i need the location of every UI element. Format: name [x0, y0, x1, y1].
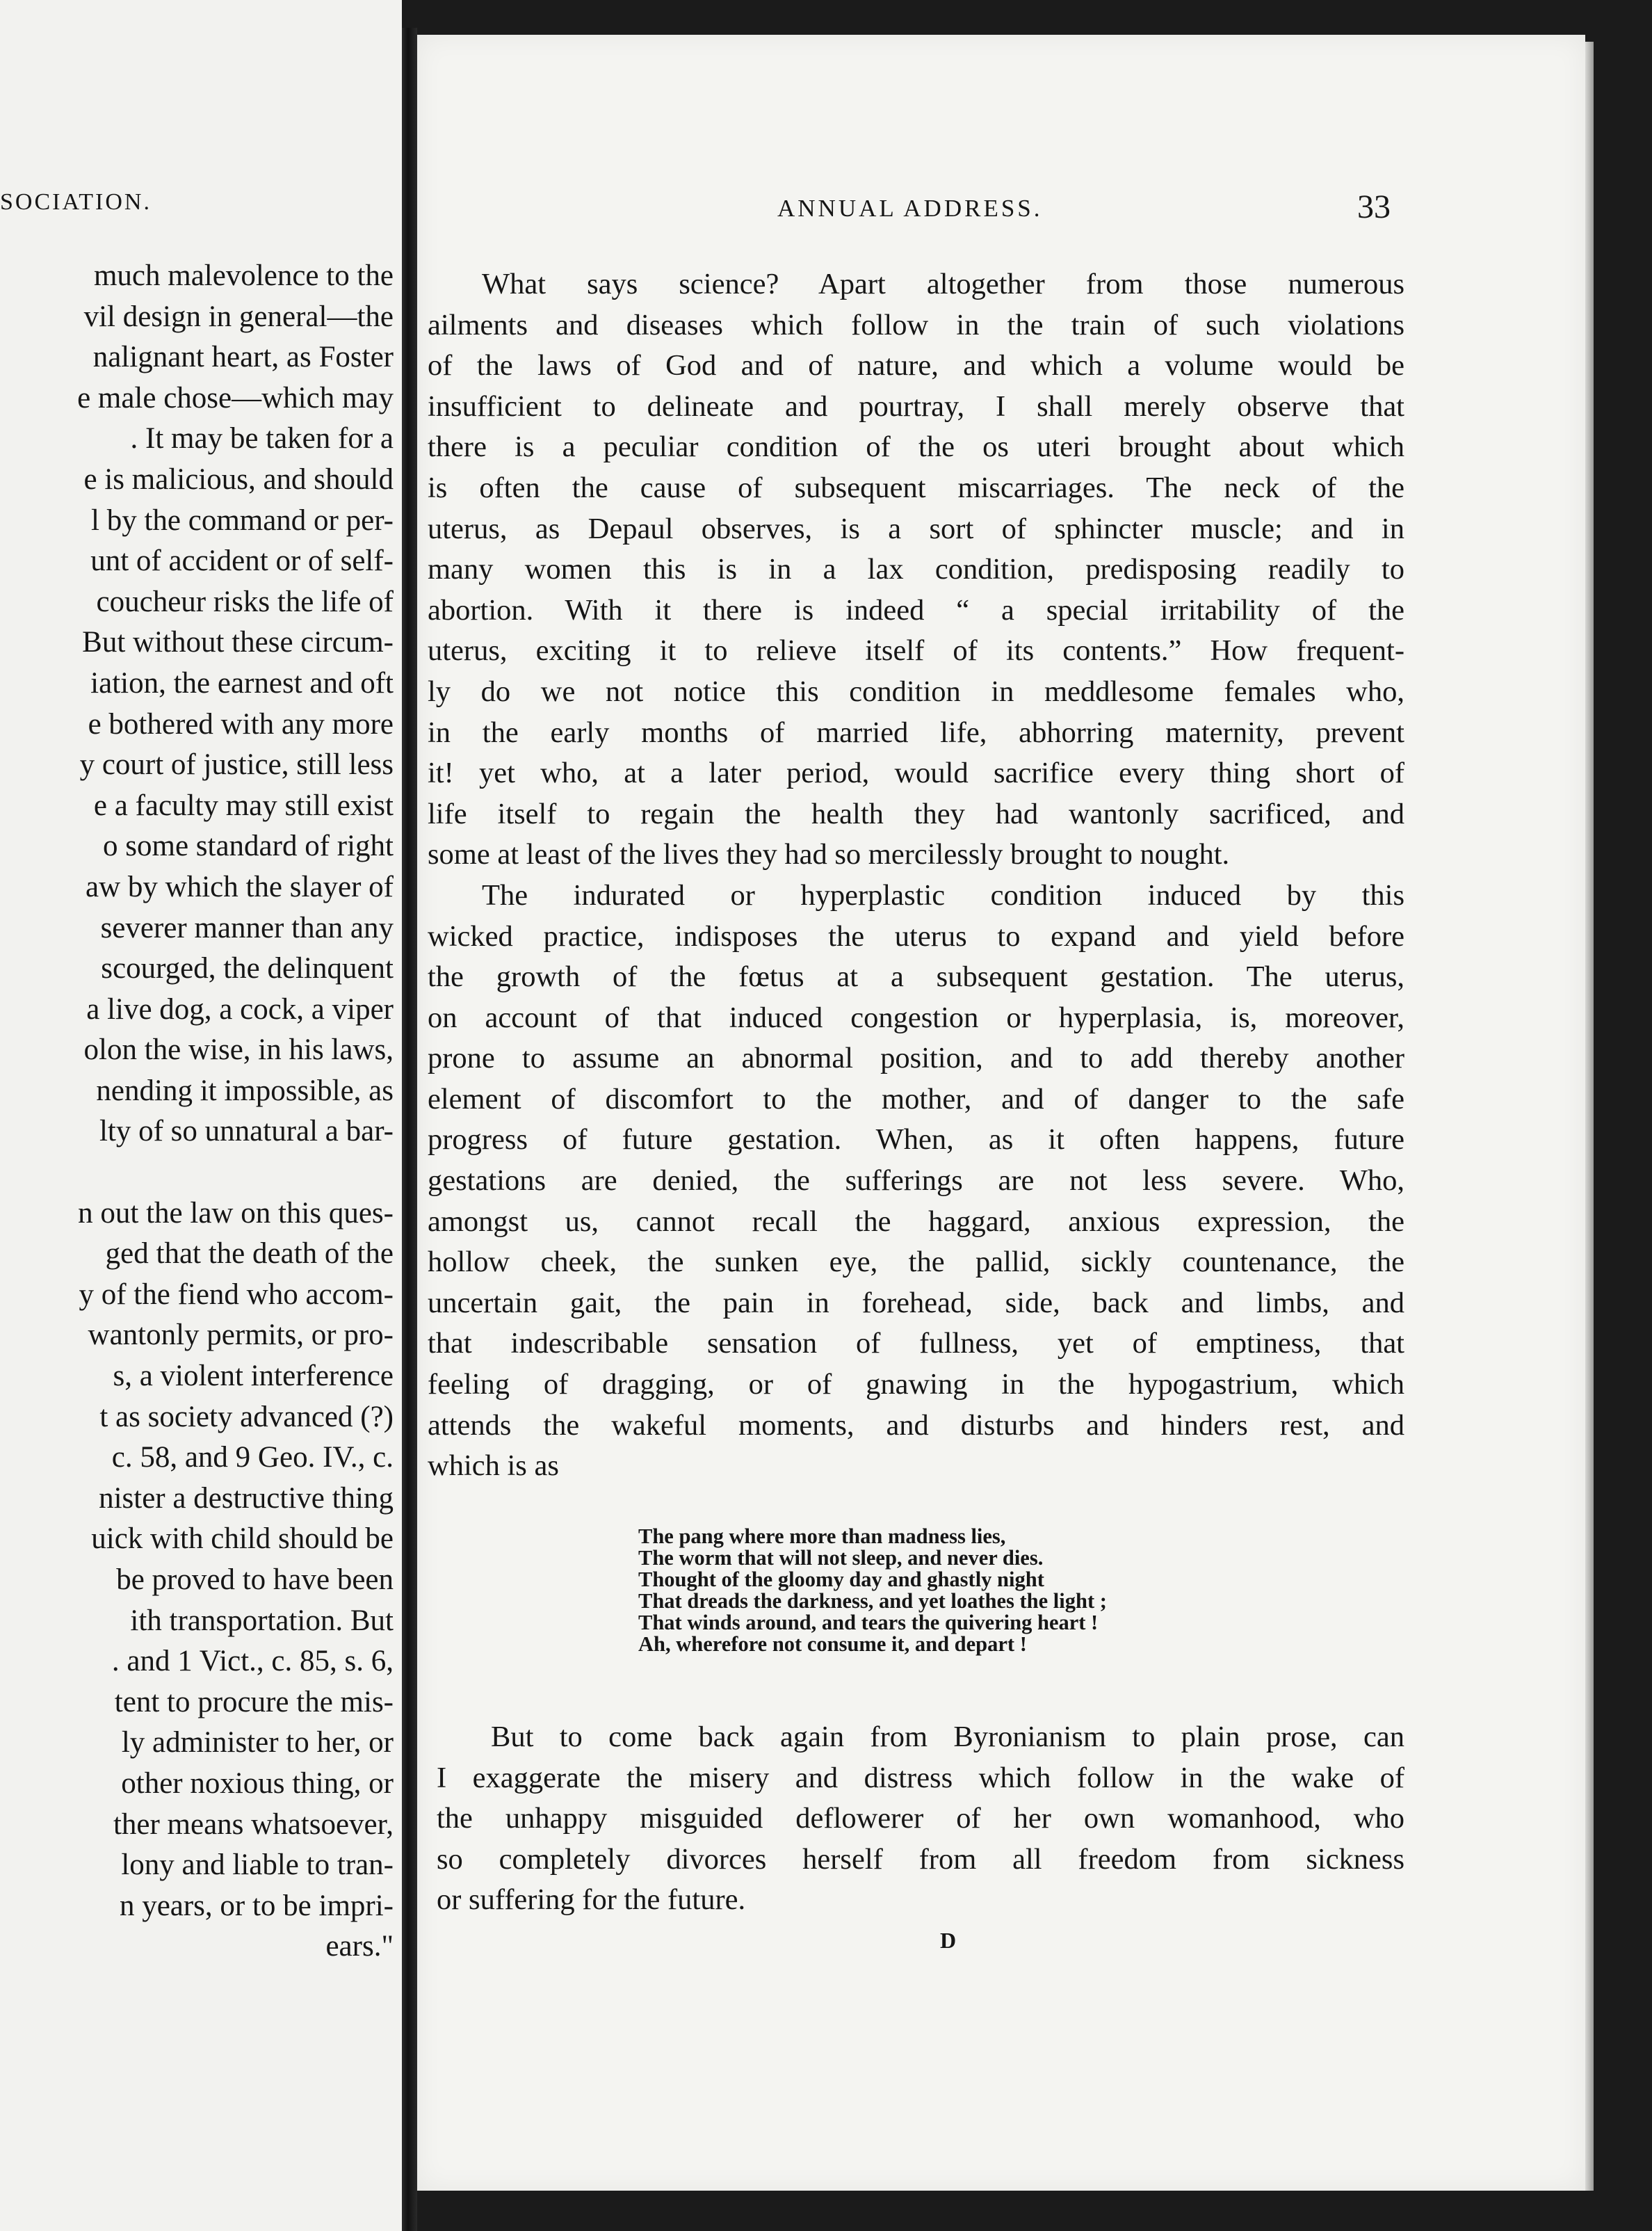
- verse-line: The pang where more than madness lies,: [638, 1524, 1006, 1548]
- paragraph-line: I exaggerate the misery and distress which follow in the wake of: [437, 1761, 1404, 1794]
- paragraph-line: progress of future gestation. When, as it often happens, future: [428, 1123, 1404, 1157]
- paragraph-line: uterus, exciting it to relieve itself of its contents.” How frequent-: [428, 634, 1404, 668]
- left-text-line: e male chose—which may: [77, 381, 394, 414]
- left-text-line: vil design in general—the: [83, 300, 394, 333]
- left-text-line: lty of so unnatural a bar-: [99, 1115, 394, 1148]
- paragraph-line: life itself to regain the health they had wantonly sacrificed, and: [428, 797, 1404, 830]
- page-number: 33: [1357, 188, 1391, 225]
- left-text-line: nister a destructive thing: [99, 1481, 394, 1515]
- left-running-head: SOCIATION.: [0, 189, 152, 215]
- left-text-line: [0, 1152, 394, 1193]
- left-text-line: . It may be taken for a: [130, 422, 394, 456]
- paragraph-line: is often the cause of subsequent miscarriages. The neck of the: [428, 471, 1404, 504]
- page-edge: [1585, 42, 1594, 2191]
- left-text-line: o some standard of right: [103, 830, 394, 863]
- left-text-line: be proved to have been: [116, 1563, 394, 1596]
- paragraph-line: element of discomfort to the mother, and of danger to the safe: [428, 1082, 1404, 1116]
- left-text-line: lony and liable to tran-: [121, 1849, 394, 1882]
- paragraph-line: hollow cheek, the sunken eye, the pallid, sickly countenance, the: [428, 1246, 1404, 1279]
- paragraph-line: there is a peculiar condition of the os uteri brought about which: [428, 430, 1404, 464]
- paragraph-line: the growth of the fœtus at a subsequent gestation. The uterus,: [428, 960, 1404, 994]
- paragraph-line: ly do we not notice this condition in meddlesome females who,: [428, 675, 1404, 708]
- left-text-line: y of the fiend who accom-: [79, 1278, 394, 1311]
- verse-line: That winds around, and tears the quivering heart !: [638, 1611, 1099, 1634]
- left-text-line: nalignant heart, as Foster: [92, 341, 394, 374]
- left-text-line: much malevolence to the: [93, 259, 394, 292]
- left-text-line: y court of justice, still less: [79, 748, 394, 782]
- paragraph-line: abortion. With it there is indeed “ a special irritability of the: [428, 593, 1404, 627]
- paragraph-line: on account of that induced congestion or hyperplasia, is, moreover,: [428, 1001, 1404, 1034]
- paragraph-line: uterus, as Depaul observes, is a sort of sphincter muscle; and in: [428, 512, 1404, 545]
- left-text-line: ears.": [325, 1930, 394, 1963]
- left-text-line: scourged, the delinquent: [101, 952, 394, 985]
- body-text: [428, 264, 1404, 1487]
- left-text-line: l by the command or per-: [91, 504, 394, 537]
- verse-line: The worm that will not sleep, and never dies.: [638, 1546, 1044, 1570]
- left-text-line: e is malicious, and should: [83, 462, 394, 496]
- paragraph-line: of the laws of God and of nature, and which a volume would be: [428, 349, 1404, 382]
- paragraph-line: gestations are denied, the sufferings are not less severe. Who,: [428, 1164, 1404, 1198]
- verse-quote: [638, 1526, 1334, 1655]
- left-text-line: nending it impossible, as: [96, 1074, 394, 1107]
- left-text-line: ged that the death of the: [105, 1237, 394, 1271]
- signature-mark: D: [940, 1928, 957, 1953]
- closing-paragraph: [437, 1717, 1404, 1921]
- left-text-line: aw by which the slayer of: [86, 870, 394, 903]
- left-text-line: s, a violent interference: [113, 1360, 394, 1393]
- paragraph-line: in the early months of married life, abhorring maternity, prevent: [428, 716, 1404, 749]
- paragraph-line: prone to assume an abnormal position, and to add thereby another: [428, 1042, 1404, 1075]
- paragraph-line: which is as: [428, 1449, 559, 1483]
- paragraph-line: it! yet who, at a later period, would sacrifice every thing short of: [428, 757, 1404, 790]
- left-text-line: tent to procure the mis-: [114, 1685, 394, 1718]
- paragraph-line: insufficient to delineate and pourtray, I shall merely observe that: [428, 389, 1404, 423]
- paragraph-line: that indescribable sensation of fullness, yet of emptiness, that: [428, 1327, 1404, 1360]
- paragraph-line: so completely divorces herself from all freedom from sickness: [437, 1842, 1404, 1876]
- paragraph-line: The indurated or hyperplastic condition induced by this: [482, 878, 1404, 912]
- book-gutter: [402, 28, 417, 2231]
- left-text-line: t as society advanced (?): [99, 1400, 394, 1433]
- paragraph-line: some at least of the lives they had so mercilessly brought to nought.: [428, 838, 1230, 871]
- paragraph-line: ailments and diseases which follow in the train of such violations: [428, 308, 1404, 341]
- verse-line: That dreads the darkness, and yet loathes the light ;: [638, 1589, 1107, 1613]
- verse-line: Ah, wherefore not consume it, and depart !: [638, 1632, 1027, 1656]
- paragraph-line: attends the wakeful moments, and disturbs and hinders rest, and: [428, 1408, 1404, 1442]
- left-text-line: severer manner than any: [100, 911, 394, 944]
- left-text-line: . and 1 Vict., c. 85, s. 6,: [111, 1645, 394, 1678]
- left-text-line: n years, or to be impri-: [119, 1889, 394, 1922]
- left-text-line: n out the law on this ques-: [78, 1196, 394, 1230]
- left-text-line: ly administer to her, or: [121, 1726, 394, 1759]
- paragraph-line: many women this is in a lax condition, predisposing readily to: [428, 553, 1404, 586]
- left-text-line: e a faculty may still exist: [93, 789, 394, 822]
- paragraph-line: What says science? Apart altogether from those numerous: [482, 268, 1404, 300]
- left-text-line: wantonly permits, or pro-: [88, 1319, 394, 1352]
- left-text-line: other noxious thing, or: [121, 1766, 394, 1800]
- left-text-line: e bothered with any more: [88, 707, 394, 741]
- paragraph-line: feeling of dragging, or of gnawing in the hypogastrium, which: [428, 1368, 1404, 1401]
- left-text-line: ith transportation. But: [130, 1604, 394, 1637]
- left-text-line: iation, the earnest and oft: [90, 666, 394, 700]
- left-text-line: unt of accident or of self-: [90, 545, 394, 578]
- verse-line: Thought of the gloomy day and ghastly night: [638, 1568, 1044, 1591]
- left-text-line: a live dog, a cock, a viper: [86, 992, 394, 1026]
- left-page-text: [0, 256, 394, 1967]
- paragraph-line: uncertain gait, the pain in forehead, side, back and limbs, and: [428, 1286, 1404, 1319]
- running-head: ANNUAL ADDRESS.: [777, 195, 1043, 222]
- paragraph-line: the unhappy misguided deflowerer of her own womanhood, who: [437, 1802, 1404, 1835]
- paragraph-line: amongst us, cannot recall the haggard, anxious expression, the: [428, 1205, 1404, 1238]
- left-text-line: But without these circum-: [82, 626, 394, 659]
- left-text-line: uick with child should be: [91, 1522, 394, 1556]
- paragraph-line: But to come back again from Byronianism to plain prose, can: [491, 1721, 1404, 1753]
- paragraph-line: wicked practice, indisposes the uterus to expand and yield before: [428, 919, 1404, 953]
- left-text-line: c. 58, and 9 Geo. IV., c.: [111, 1441, 394, 1474]
- left-page: [0, 0, 402, 2231]
- paragraph-line: or suffering for the future.: [437, 1883, 746, 1917]
- left-text-line: ther means whatsoever,: [113, 1807, 394, 1841]
- left-text-line: coucheur risks the life of: [96, 585, 394, 618]
- left-text-line: olon the wise, in his laws,: [83, 1033, 394, 1067]
